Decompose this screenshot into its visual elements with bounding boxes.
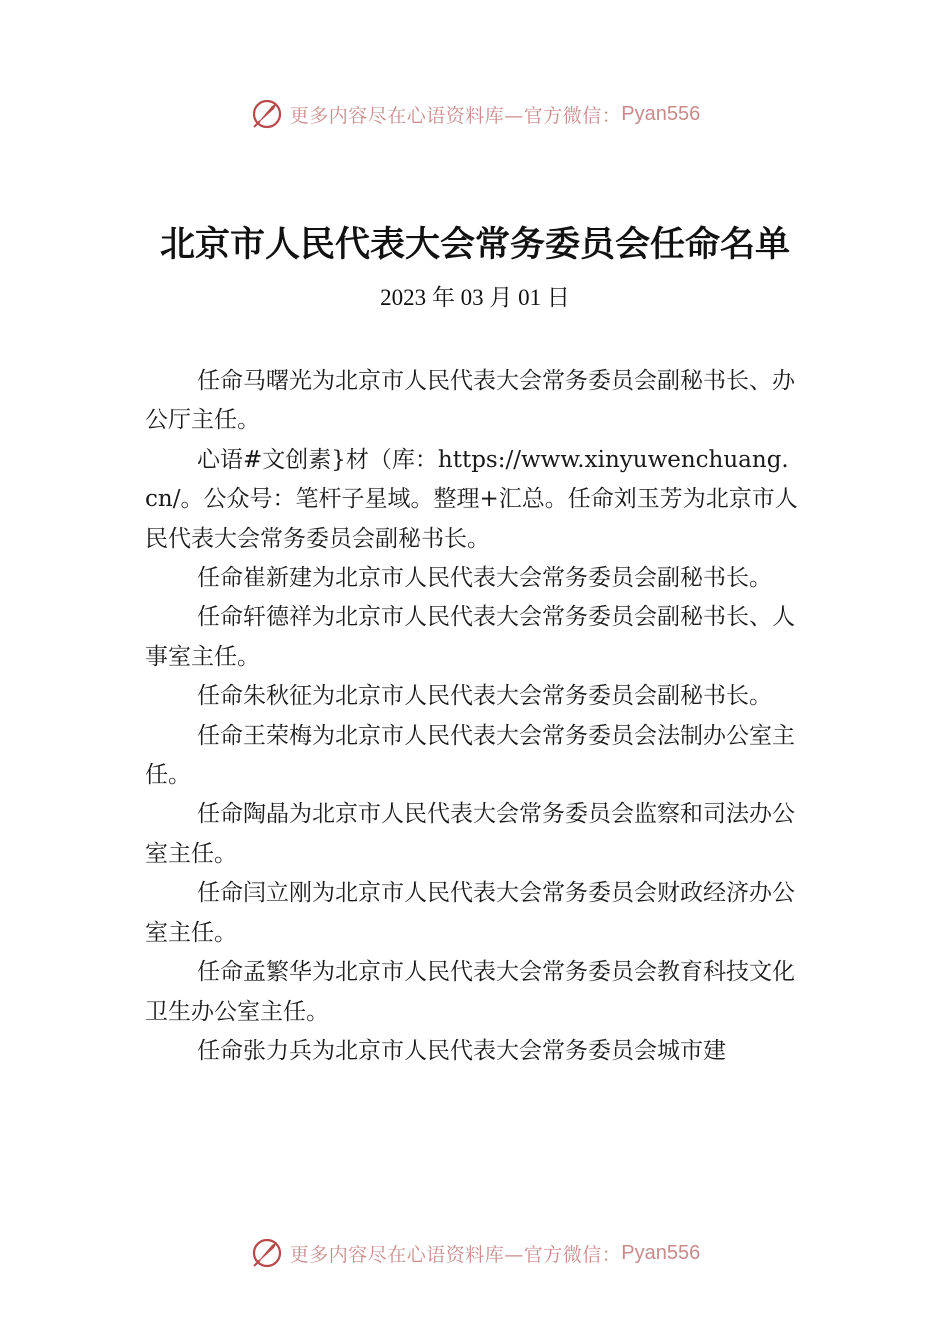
quill-logo-icon: [250, 97, 284, 131]
paragraph: 任命张力兵为北京市人民代表大会常务委员会城市建: [197, 1037, 726, 1064]
quill-logo-icon: [250, 1236, 284, 1270]
watermark-text: 更多内容尽在心语资料库—官方微信：: [289, 104, 622, 127]
document-title: 北京市人民代表大会常务委员会任命名单: [159, 224, 790, 265]
header-watermark: [0, 94, 950, 134]
paragraph: 任命陶晶为北京市人民代表大会常务委员会监察和司法办公室主任。: [145, 801, 795, 867]
document-body: [145, 362, 800, 1071]
watermark-text: 更多内容尽在心语资料库—官方微信：: [289, 1243, 622, 1266]
paragraph: 任命崔新建为北京市人民代表大会常务委员会副秘书长。: [197, 565, 772, 592]
footer-watermark: [0, 1233, 950, 1273]
paragraph: 任命闫立刚为北京市人民代表大会常务委员会财政经济办公室主任。: [145, 880, 795, 946]
paragraph: 任命轩德祥为北京市人民代表大会常务委员会副秘书长、人事室主任。: [145, 604, 795, 670]
paragraph: 任命朱秋征为北京市人民代表大会常务委员会副秘书长。: [197, 683, 772, 710]
paragraph: 任命马曙光为北京市人民代表大会常务委员会副秘书长、办公厅主任。: [145, 368, 795, 434]
document-date: 2023 年 03 月 01 日: [380, 285, 570, 310]
watermark-wechat-id: Pyan556: [621, 102, 701, 125]
paragraph: 任命孟繁华为北京市人民代表大会常务委员会教育科技文化卫生办公室主任。: [145, 959, 795, 1025]
watermark-wechat-id: Pyan556: [621, 1241, 701, 1264]
paragraph: 任命王荣梅为北京市人民代表大会常务委员会法制办公室主任。: [145, 722, 795, 789]
paragraph: 心语#文创素}材（库：https://www.xinyuwenchuang.cn/。公众号：笔杆子星域。整理+汇总。任命刘玉芳为北京市人民代表大会常务委员会副秘书长。: [145, 446, 798, 552]
